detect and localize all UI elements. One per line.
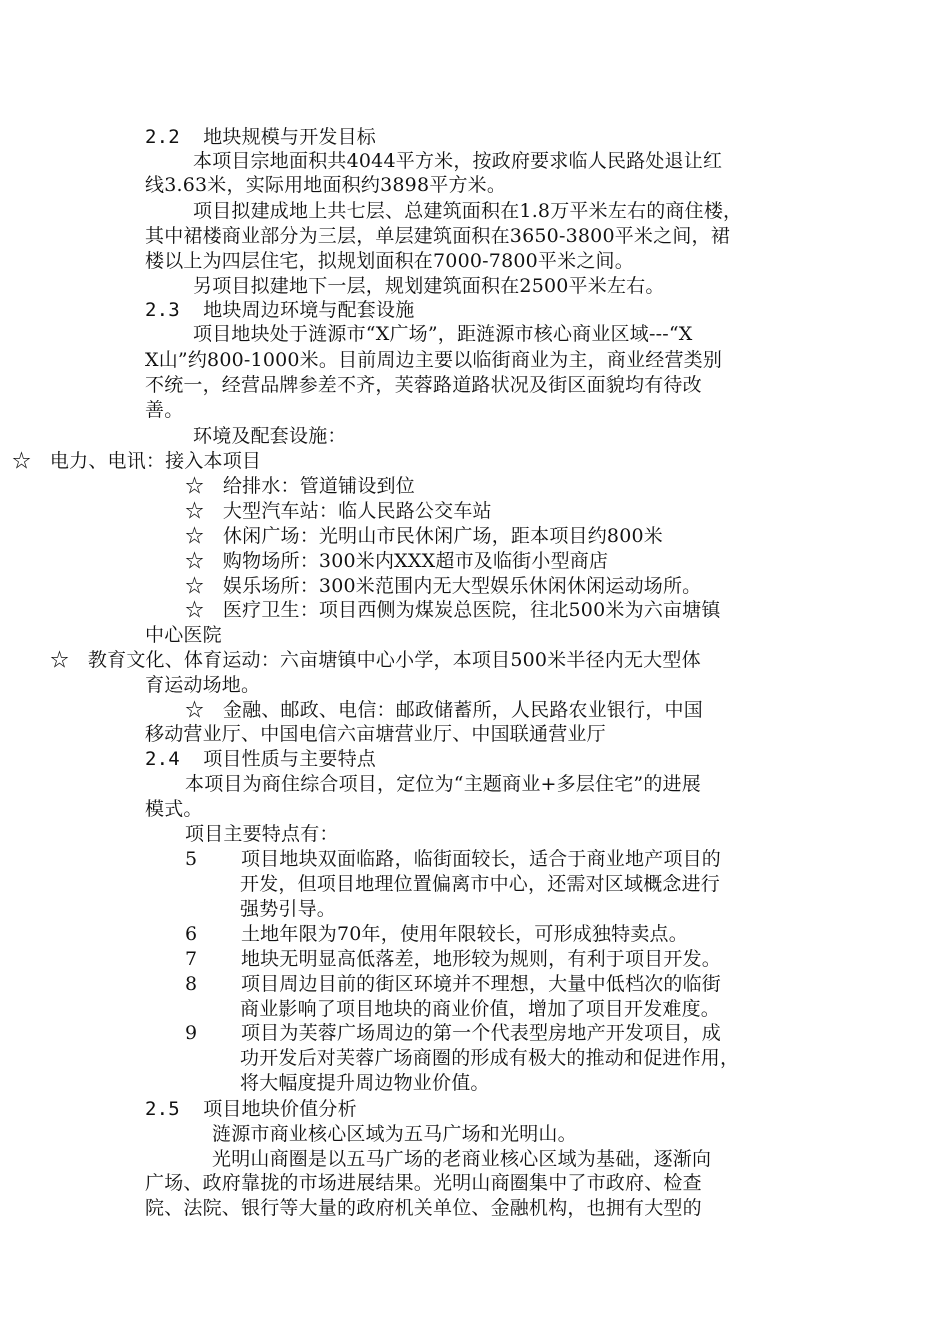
paragraph-line: 本项目宗地面积共4044平方米，按政府要求临人民路处退让红 bbox=[193, 150, 723, 172]
paragraph-line: 环境及配套设施： bbox=[193, 425, 347, 447]
paragraph-line: 其中裙楼商业部分为三层，单层建筑面积在3650-3800平米之间，裙 bbox=[145, 225, 730, 247]
numbered-item-continuation: 强势引导。 bbox=[240, 898, 337, 920]
paragraph-line: 不统一，经营品牌参差不齐，芙蓉路道路状况及街区面貌均有待改 bbox=[145, 374, 702, 396]
numbered-item: 6 土地年限为70年，使用年限较长，可形成独特卖点。 bbox=[185, 923, 688, 945]
list-item: ☆ 大型汽车站：临人民路公交车站 bbox=[185, 500, 492, 522]
list-item: ☆ 购物场所：300米内XXX超市及临街小型商店 bbox=[185, 550, 609, 572]
list-item: ☆ 医疗卫生：项目西侧为煤炭总医院，往北500米为六亩塘镇 bbox=[185, 599, 721, 621]
list-item-continuation: 移动营业厅、中国电信六亩塘营业厅、中国联通营业厅 bbox=[145, 723, 606, 745]
numbered-item-continuation: 开发，但项目地理位置偏离市中心，还需对区域概念进行 bbox=[240, 873, 721, 895]
list-item: ☆ 金融、邮政、电信：邮政储蓄所，人民路农业银行，中国 bbox=[185, 699, 703, 721]
paragraph-line: 广场、政府靠拢的市场进展结果。光明山商圈集中了市政府、检查 bbox=[145, 1172, 702, 1194]
heading-2-3: 2.3 地块周边环境与配套设施 bbox=[145, 299, 415, 321]
numbered-item: 5 项目地块双面临路，临街面较长，适合于商业地产项目的 bbox=[185, 848, 721, 870]
numbered-item: 8 项目周边目前的街区环境并不理想，大量中低档次的临街 bbox=[185, 973, 721, 995]
paragraph-line: 院、法院、银行等大量的政府机关单位、金融机构，也拥有大型的 bbox=[145, 1197, 702, 1219]
paragraph-line: 项目主要特点有： bbox=[185, 823, 339, 845]
list-item: ☆ 电力、电讯：接入本项目 bbox=[12, 450, 262, 472]
list-item: ☆ 给排水：管道铺设到位 bbox=[185, 475, 415, 497]
list-item: ☆ 娱乐场所：300米范围内无大型娱乐休闲休闲运动场所。 bbox=[185, 575, 702, 597]
paragraph-line: 模式。 bbox=[145, 798, 203, 820]
list-item-continuation: 育运动场地。 bbox=[145, 674, 261, 696]
numbered-item-continuation: 功开发后对芙蓉广场商圈的形成有极大的推动和促进作用， bbox=[240, 1047, 740, 1069]
heading-2-4: 2.4 项目性质与主要特点 bbox=[145, 748, 376, 770]
paragraph-line: 另项目拟建地下一层，规划建筑面积在2500平米左右。 bbox=[193, 275, 665, 297]
paragraph-line: 项目拟建成地上共七层、总建筑面积在1.8万平米左右的商住楼， bbox=[193, 200, 743, 222]
paragraph-line: 本项目为商住综合项目，定位为“主题商业+多层住宅”的进展 bbox=[185, 773, 701, 795]
list-item-continuation: 中心医院 bbox=[145, 624, 222, 646]
list-item: ☆ 休闲广场：光明山市民休闲广场，距本项目约800米 bbox=[185, 525, 663, 547]
paragraph-line: 善。 bbox=[145, 399, 184, 421]
numbered-item-continuation: 将大幅度提升周边物业价值。 bbox=[240, 1072, 490, 1094]
list-item: ☆ 教育文化、体育运动：六亩塘镇中心小学，本项目500米半径内无大型体 bbox=[50, 649, 701, 671]
paragraph-line: X山”约800-1000米。目前周边主要以临街商业为主，商业经营类别 bbox=[145, 349, 723, 371]
numbered-item-continuation: 商业影响了项目地块的商业价值，增加了项目开发难度。 bbox=[240, 998, 721, 1020]
paragraph-line: 项目地块处于涟源市“X广场”，距涟源市核心商业区域---“X bbox=[193, 323, 693, 345]
numbered-item: 7 地块无明显高低落差，地形较为规则，有利于项目开发。 bbox=[185, 948, 721, 970]
paragraph-line: 线3.63米，实际用地面积约3898平方米。 bbox=[145, 174, 507, 196]
paragraph-line: 楼以上为四层住宅，拟规划面积在7000-7800平米之间。 bbox=[145, 250, 634, 272]
paragraph-line: 涟源市商业核心区域为五马广场和光明山。 bbox=[212, 1123, 577, 1145]
heading-2-5: 2.5 项目地块价值分析 bbox=[145, 1098, 357, 1120]
numbered-item: 9 项目为芙蓉广场周边的第一个代表型房地产开发项目，成 bbox=[185, 1022, 721, 1044]
paragraph-line: 光明山商圈是以五马广场的老商业核心区域为基础，逐渐向 bbox=[212, 1148, 712, 1170]
heading-2-2: 2.2 地块规模与开发目标 bbox=[145, 126, 376, 148]
